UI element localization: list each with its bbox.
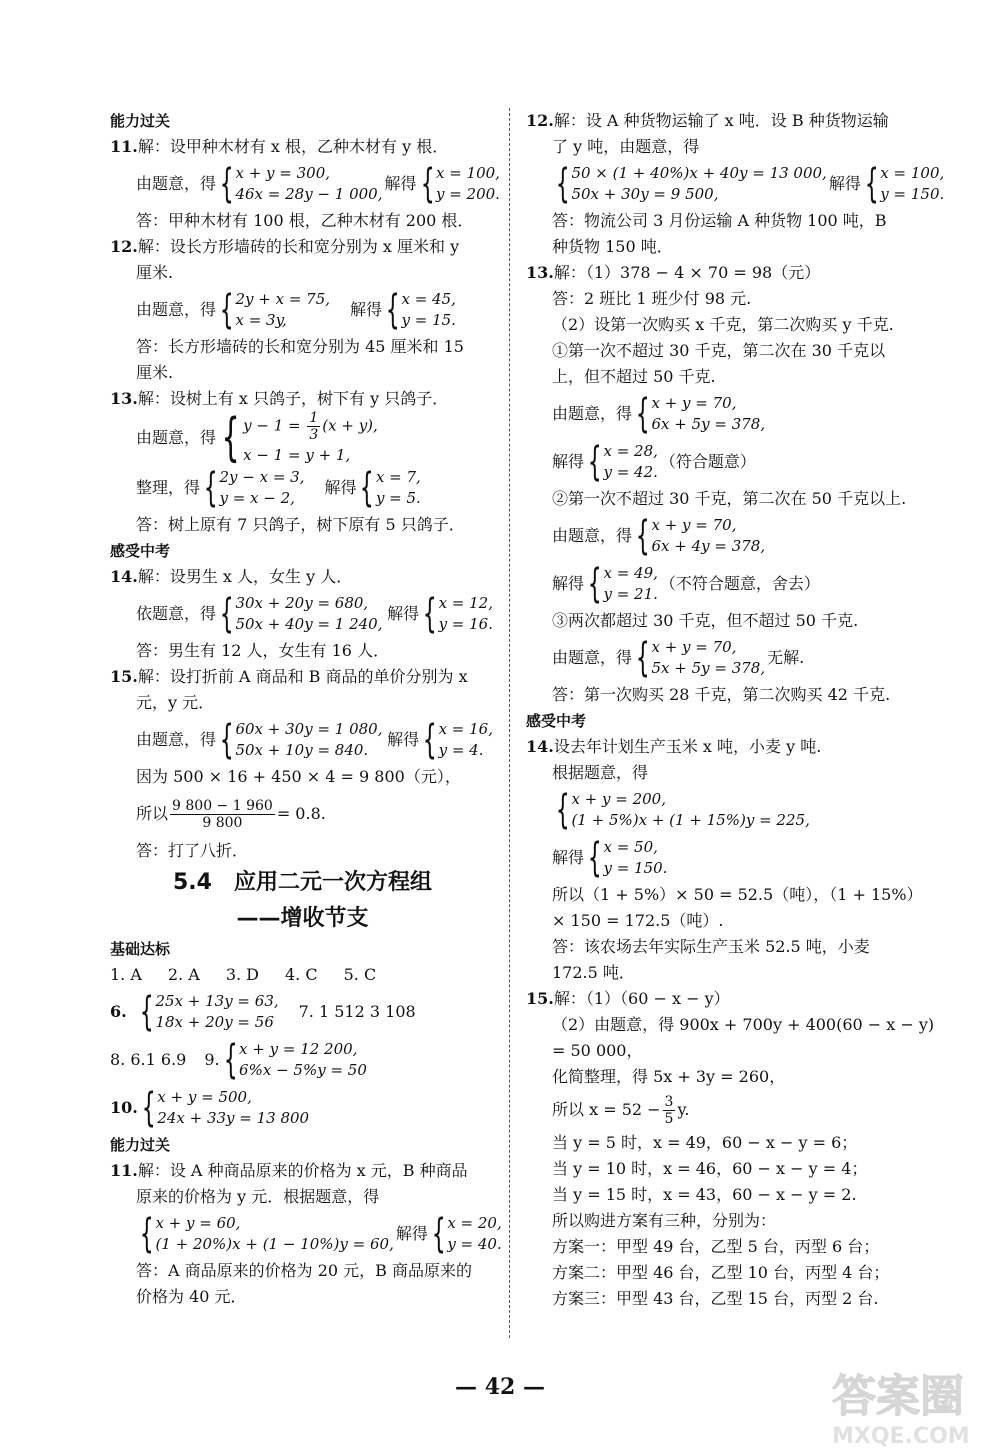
multiple-choice-answers: 1. A 2. A 3. D 4. C 5. C bbox=[110, 965, 377, 984]
watermark-text: 答案圈 bbox=[832, 1371, 964, 1422]
q12r-answer: 答：物流公司 3 月份运输 A 种货物 100 吨，B bbox=[552, 211, 887, 230]
q15r-line: = 50 000， bbox=[552, 1041, 643, 1060]
q12-answer-cont: 厘米. bbox=[136, 363, 174, 382]
question-11b: 11.解：设 A 种商品原来的价格为 x 元，B 种商品 bbox=[110, 1161, 468, 1180]
equation-system: { 60x + 30y = 1 080, 50x + 10y = 840. bbox=[219, 717, 383, 763]
question-14r: 14.设去年计划生产玉米 x 吨，小麦 y 吨. bbox=[526, 737, 822, 756]
q14-answer: 答：男生有 12 人，女生有 16 人． bbox=[136, 641, 390, 660]
section-subtitle: ——增收节支 bbox=[236, 906, 369, 931]
q15-system: 由题意，得 { 60x + 30y = 1 080, 50x + 10y = 840. 解得 { x = 16, y = 4. bbox=[136, 717, 493, 763]
q14r-solution: 解得 { x = 50, y = 150. bbox=[552, 835, 668, 881]
question-13: 13.解：设树上有 x 只鸽子，树下有 y 只鸽子． bbox=[110, 389, 449, 408]
left-column bbox=[110, 108, 502, 1310]
solution-system: { x = 28, y = 42. bbox=[587, 439, 658, 485]
question-15: 15.解：设打折前 A 商品和 B 商品的单价分别为 x bbox=[110, 667, 468, 686]
page-number: — 42 — bbox=[455, 1374, 545, 1400]
answer-6-7: 6. { 25x + 13y = 63, 18x + 20y = 56 7. 1 512 3 108 bbox=[110, 989, 416, 1035]
q14r-answer: 答：该农场去年实际生产玉米 52.5 吨，小麦 bbox=[552, 937, 870, 956]
q11-answer: 答：甲种木材有 100 根，乙种木材有 200 根． bbox=[136, 211, 474, 230]
q15r-fraction-line: 所以 x = 52 − $\frac{3}{5}$ y. bbox=[552, 1093, 690, 1127]
equation-system: { x + y = 200, (1 + 5%)x + (1 + 15%)y = 225, bbox=[555, 787, 810, 833]
fraction: $\frac{3}{5}$ bbox=[664, 1093, 674, 1127]
right-column bbox=[526, 108, 945, 1312]
q11-system: 由题意，得 { x + y = 300, 46x = 28y − 1 000, 解得 { x = 100, y = 200. bbox=[136, 161, 500, 207]
q13r-answer: 答：第一次购买 28 千克，第二次购买 42 千克. bbox=[552, 685, 891, 704]
q15r-line: 当 y = 10 时，x = 46，60 − x − y = 4； bbox=[552, 1159, 868, 1178]
equation-system: { x + y = 70, 6x + 4y = 378, bbox=[635, 513, 766, 559]
answer-8-9: 8. 6.1 6.9 9. { x + y = 12 200, 6%x − 5%y = 50 bbox=[110, 1037, 367, 1083]
equation-system: { 30x + 20y = 680, 50x + 40y = 1 240, bbox=[219, 591, 383, 637]
solution-system: { x = 12, y = 16. bbox=[422, 591, 493, 637]
solution-system: { x = 20, y = 40. bbox=[431, 1211, 502, 1257]
q15r-line: 所以购进方案有三种，分别为： bbox=[552, 1211, 777, 1230]
q15-answer: 答：打了八折． bbox=[136, 841, 249, 860]
solution-system: { x = 7, y = 5. bbox=[360, 465, 421, 511]
solution-system: { x = 50, y = 150. bbox=[587, 835, 668, 881]
q15r-line: 当 y = 15 时，x = 43，60 − x − y = 2. bbox=[552, 1185, 857, 1204]
equation-system: { x + y = 300, 46x = 28y − 1 000, bbox=[219, 161, 383, 207]
question-13r: 13.解：（1）378 − 4 × 70 = 98（元） bbox=[526, 263, 821, 282]
q11b-text-cont: 原来的价格为 y 元．根据题意，得 bbox=[136, 1187, 380, 1206]
q13r-line: ③两次都超过 30 千克，但不超过 50 千克. bbox=[552, 611, 859, 630]
q15-fraction-line: 所以 $\frac{9 800 - 1 960}{9 800}$ = 0.8. bbox=[136, 797, 326, 831]
q14-system: 依题意，得 { 30x + 20y = 680, 50x + 40y = 1 240, 解得 { x = 12, y = 16. bbox=[136, 591, 493, 637]
fraction: $\frac{1}{3}$ bbox=[309, 409, 319, 443]
equation-system: { 25x + 13y = 63, 18x + 20y = 56 bbox=[139, 989, 279, 1035]
q15r-plan: 方案一：甲型 49 台，乙型 5 台，丙型 6 台； bbox=[552, 1237, 880, 1256]
q15r-line: （2）由题意，得 900x + 700y + 400(60 − x − y) bbox=[552, 1015, 935, 1034]
q12-system: 由题意，得 { 2y + x = 75, x = 3y, 解得 { x = 45, y = 15. bbox=[136, 287, 456, 333]
q15-calc: 因为 500 × 16 + 450 × 4 = 9 800（元）， bbox=[136, 767, 461, 786]
q13r-system-1: 由题意，得 { x + y = 70, 6x + 5y = 378, bbox=[552, 391, 766, 437]
q13r-system-2: 由题意，得 { x + y = 70, 6x + 4y = 378, bbox=[552, 513, 766, 559]
section-heading: 能力过关 bbox=[110, 1136, 171, 1154]
q12r-answer-cont: 种货物 150 吨． bbox=[552, 237, 673, 256]
section-heading: 感受中考 bbox=[526, 712, 587, 730]
question-12: 12.解：设长方形墙砖的长和宽分别为 x 厘米和 y bbox=[110, 237, 460, 256]
equation-system: { x + y = 500, 24x + 33y = 13 800 bbox=[141, 1085, 310, 1131]
equation-system: { 2y − x = 3, y = x − 2, bbox=[203, 465, 305, 511]
q13r-line: （2）设第一次购买 x 千克，第二次购买 y 千克. bbox=[552, 315, 894, 334]
q12r-system: { 50 × (1 + 40%)x + 40y = 13 000, 50x + 30y = 9 500, 解得 { x = 100, y = 150. bbox=[555, 161, 945, 207]
solution-system: { x = 45, y = 15. bbox=[385, 287, 456, 333]
watermark-url: MXQE.COM bbox=[832, 1424, 970, 1449]
solution-system: { x = 16, y = 4. bbox=[422, 717, 493, 763]
q13-system-2: 整理，得 { 2y − x = 3, y = x − 2, 解得 { x = 7, y = 5. bbox=[136, 465, 421, 511]
q15-text-cont: 元，y 元． bbox=[136, 693, 215, 712]
question-14: 14.解：设男生 x 人，女生 y 人． bbox=[110, 567, 353, 586]
q13r-system-3: 由题意，得 { x + y = 70, 5x + 5y = 378, 无解. bbox=[552, 635, 805, 681]
solution-system: { x = 100, y = 150. bbox=[864, 161, 945, 207]
question-12r: 12.解：设 A 种货物运输了 x 吨．设 B 种货物运输 bbox=[526, 111, 889, 130]
column-divider bbox=[509, 108, 510, 1338]
equation-system: { x + y = 60, (1 + 20%)x + (1 − 10%)y = 60, bbox=[139, 1211, 394, 1257]
q15r-line: 当 y = 5 时，x = 49，60 − x − y = 6； bbox=[552, 1133, 858, 1152]
q13r-line: 上，但不超过 50 千克. bbox=[552, 367, 716, 386]
solution-system: { x = 100, y = 200. bbox=[420, 161, 500, 207]
q15r-plan: 方案二：甲型 46 台，乙型 10 台，丙型 4 台； bbox=[552, 1263, 890, 1282]
equation-system: { 50 × (1 + 40%)x + 40y = 13 000, 50x + 30y = 9 500, bbox=[555, 161, 827, 207]
q13r-solution-2: 解得 { x = 49, y = 21. （不符合题意，舍去） bbox=[552, 561, 820, 607]
answer-10: 10. { x + y = 500, 24x + 33y = 13 800 bbox=[110, 1085, 310, 1131]
question-11: 11.解：设甲种木材有 x 根，乙种木材有 y 根． bbox=[110, 137, 449, 156]
q14r-line: 根据题意，得 bbox=[552, 763, 649, 782]
q14r-line: 所以（1 + 5%）× 50 = 52.5（吨），（1 + 15%） bbox=[552, 885, 923, 904]
q12r-text-cont: 了 y 吨，由题意，得 bbox=[552, 137, 700, 156]
section-heading: 基础达标 bbox=[110, 940, 171, 958]
q12-answer: 答：长方形墙砖的长和宽分别为 45 厘米和 15 bbox=[136, 337, 464, 356]
watermark-logo bbox=[832, 1360, 982, 1449]
q13-answer: 答：树上原有 7 只鸽子，树下原有 5 只鸽子． bbox=[136, 515, 465, 534]
section-heading: 能力过关 bbox=[110, 112, 171, 130]
section-title: 5.4 应用二元一次方程组 bbox=[173, 870, 432, 895]
q13r-solution-1: 解得 { x = 28, y = 42. （符合题意） bbox=[552, 439, 756, 485]
q11b-system: { x + y = 60, (1 + 20%)x + (1 − 10%)y = 60, 解得 { x = 20, y = 40. bbox=[139, 1211, 502, 1257]
equation-system: { x + y = 70, 5x + 5y = 378, bbox=[635, 635, 766, 681]
q14r-answer-cont: 172.5 吨． bbox=[552, 963, 635, 982]
equation-system: { x + y = 12 200, 6%x − 5%y = 50 bbox=[223, 1037, 367, 1083]
q11b-answer-cont: 价格为 40 元． bbox=[136, 1287, 247, 1306]
equation-system: { y − 1 = $\frac{1}{3}$ (x + y), x − 1 = y + 1, bbox=[221, 408, 378, 468]
q12-text-cont: 厘米. bbox=[136, 263, 174, 282]
solution-system: { x = 49, y = 21. bbox=[587, 561, 658, 607]
q11b-answer: 答：A 商品原来的价格为 20 元，B 商品原来的 bbox=[136, 1261, 473, 1280]
q13r-line: 答：2 班比 1 班少付 98 元. bbox=[552, 289, 752, 308]
q13-system: 由题意，得 { y − 1 = $\frac{1}{3}$ (x + y), x − 1 = y + 1, bbox=[136, 408, 378, 468]
question-15r: 15.解：（1）（60 − x − y） bbox=[526, 989, 730, 1008]
fraction: $\frac{9 800 - 1 960}{9 800}$ bbox=[172, 797, 273, 831]
q15r-plan: 方案三：甲型 43 台，乙型 15 台，丙型 2 台. bbox=[552, 1289, 879, 1308]
q13r-line: ①第一次不超过 30 千克，第二次在 30 千克以 bbox=[552, 341, 886, 360]
equation-system: { x + y = 70, 6x + 5y = 378, bbox=[635, 391, 766, 437]
q15r-line: 化简整理，得 5x + 3y = 260， bbox=[552, 1067, 786, 1086]
q13r-line: ②第一次不超过 30 千克，第二次在 50 千克以上. bbox=[552, 489, 907, 508]
q14r-system bbox=[526, 786, 911, 834]
q14r-line: × 150 = 172.5（吨）. bbox=[552, 911, 724, 930]
equation-system: { 2y + x = 75, x = 3y, bbox=[219, 287, 331, 333]
section-heading: 感受中考 bbox=[110, 542, 171, 560]
